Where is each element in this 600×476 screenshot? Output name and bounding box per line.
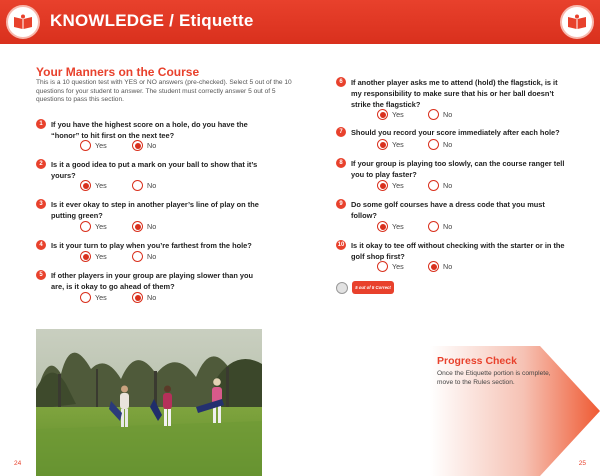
yes-label: Yes (392, 262, 404, 271)
yes-label: Yes (392, 222, 404, 231)
no-radio[interactable] (428, 139, 439, 150)
question-number: 6 (336, 77, 346, 87)
no-radio[interactable] (132, 221, 143, 232)
no-label: No (443, 110, 453, 119)
yes-label: Yes (95, 252, 107, 261)
no-radio[interactable] (132, 251, 143, 262)
question-text: If other players in your group are playing slower than you are, is it okay to go ahead of them? (51, 271, 254, 291)
yes-radio[interactable] (80, 292, 91, 303)
page-number-right: 25 (578, 460, 586, 467)
question-text: Is it your turn to play when you’re farthest from the hole? (51, 241, 252, 250)
no-label: No (147, 222, 157, 231)
question-number: 4 (36, 240, 46, 250)
question-number: 7 (336, 127, 346, 137)
yes-label: Yes (392, 110, 404, 119)
score-checkbox[interactable] (336, 282, 348, 294)
no-radio[interactable] (428, 109, 439, 120)
question-text: Is it ever okay to step in another player’s line of play on the putting green? (51, 200, 259, 220)
no-radio[interactable] (132, 140, 143, 151)
yes-label: Yes (95, 141, 107, 150)
section-intro: This is a 10 question test with YES or NO answers (pre-checked). Select 5 out of the 10 questions for your student to answer. The student must correctly answer 5 out of 5 questions to pass this section. (36, 79, 292, 104)
score-indicator (336, 281, 396, 295)
yes-radio[interactable] (80, 140, 91, 151)
book-logo-icon (560, 5, 594, 39)
yes-radio[interactable] (80, 251, 91, 262)
question-number: 9 (336, 199, 346, 209)
question-text: Is it a good idea to put a mark on your ball to show that it’s yours? (51, 160, 258, 180)
question-number: 8 (336, 158, 346, 168)
page-number-left: 24 (14, 460, 22, 467)
yes-radio[interactable] (377, 139, 388, 150)
yes-label: Yes (95, 181, 107, 190)
no-radio[interactable] (132, 180, 143, 191)
progress-check-text: Once the Etiquette portion is complete, move to the Rules section. (437, 370, 551, 386)
golfers-photo (36, 329, 262, 476)
no-label: No (443, 140, 453, 149)
no-radio[interactable] (428, 221, 439, 232)
question-number: 5 (36, 270, 46, 280)
no-radio[interactable] (428, 180, 439, 191)
yes-radio[interactable] (377, 261, 388, 272)
question-number: 3 (36, 199, 46, 209)
yes-radio[interactable] (377, 180, 388, 191)
no-label: No (147, 293, 157, 302)
no-radio[interactable] (132, 292, 143, 303)
question-text: Should you record your score immediately after each hole? (351, 128, 560, 137)
yes-radio[interactable] (377, 221, 388, 232)
question-text: Do some golf courses have a dress code that you must follow? (351, 200, 545, 220)
yes-label: Yes (392, 181, 404, 190)
no-label: No (443, 262, 453, 271)
no-label: No (147, 181, 157, 190)
book-logo-icon (6, 5, 40, 39)
yes-label: Yes (95, 222, 107, 231)
no-label: No (147, 141, 157, 150)
section-title: Your Manners on the Course (36, 65, 200, 79)
page-title: KNOWLEDGE / Etiquette (50, 11, 254, 30)
yes-radio[interactable] (80, 180, 91, 191)
score-badge: 5 out of 5 Correct (352, 281, 394, 294)
no-label: No (443, 181, 453, 190)
question-number: 10 (337, 242, 345, 248)
question-text: If another player asks me to attend (hold) the flagstick, is it my responsibility to make sure that his or her ball doesn’t strike the flagstick? (351, 78, 558, 109)
question-number: 1 (36, 119, 46, 129)
header-bar (0, 0, 600, 44)
question-text: If your group is playing too slowly, can the course ranger tell you to play faster? (351, 159, 565, 179)
yes-label: Yes (95, 293, 107, 302)
yes-radio[interactable] (377, 109, 388, 120)
no-label: No (443, 222, 453, 231)
yes-label: Yes (392, 140, 404, 149)
question-number: 2 (36, 159, 46, 169)
question-text: Is it okay to tee off without checking with the starter or in the golf shop first? (351, 241, 565, 261)
question-text: If you have the highest score on a hole, do you have the “honor” to hit first on the next tee? (51, 120, 248, 140)
progress-check-title: Progress Check (437, 355, 517, 367)
yes-radio[interactable] (80, 221, 91, 232)
no-label: No (147, 252, 157, 261)
no-radio[interactable] (428, 261, 439, 272)
